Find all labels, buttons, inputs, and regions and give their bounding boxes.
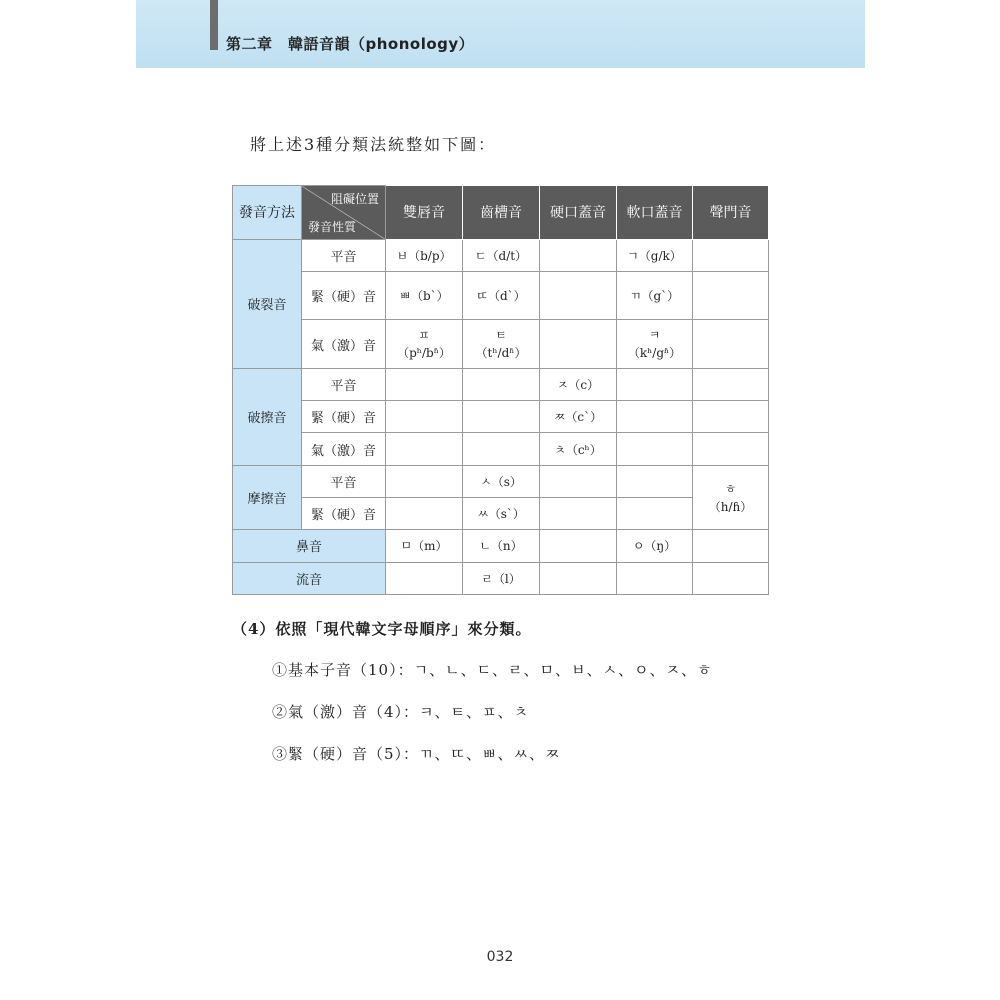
intro-text: 將上述3種分類法統整如下圖：: [250, 135, 497, 154]
cell-empty: [386, 562, 463, 594]
cell: ㅌ （tʰ/dʱ）: [463, 320, 540, 368]
cell: ㅆ（s`）: [463, 498, 540, 530]
cell-empty: [617, 401, 693, 433]
cell-empty: [693, 320, 769, 368]
sub-fortis: 緊（硬）音: [302, 401, 386, 433]
list-item: ①基本子音（10）：ㄱ、ㄴ、ㄷ、ㄹ、ㅁ、ㅂ、ㅅ、ㅇ、ㅈ、ㅎ: [272, 661, 713, 679]
header-manner: 發音方法: [233, 186, 302, 240]
cell: ㅈ（c）: [540, 368, 617, 400]
cell-empty: [463, 401, 540, 433]
group-fricative: 摩擦音: [233, 465, 302, 530]
sub-fortis: 緊（硬）音: [302, 498, 386, 530]
group-liquid: 流音: [233, 562, 386, 594]
chapter-title: 第二章 韓語音韻（phonology）: [226, 35, 475, 53]
sub-aspirated: 氣（激）音: [302, 433, 386, 465]
cell: ㅉ（c`）: [540, 401, 617, 433]
cell-empty: [540, 239, 617, 271]
cell: ㄴ（n）: [463, 530, 540, 562]
cell-empty: [693, 239, 769, 271]
cell: ㄸ（d`）: [463, 271, 540, 319]
cell-empty: [540, 465, 617, 497]
col-glottal: 聲門音: [693, 186, 769, 240]
cell: ㄲ（g`）: [617, 271, 693, 319]
cell-empty: [463, 368, 540, 400]
cell-empty: [540, 530, 617, 562]
header-quality: 發音性質: [308, 219, 357, 234]
col-velar: 軟口蓋音: [617, 186, 693, 240]
cell-empty: [386, 498, 463, 530]
cell: ㅅ（s）: [463, 465, 540, 497]
cell-empty: [540, 320, 617, 368]
cell-empty: [693, 433, 769, 465]
sub-lenis: 平音: [302, 368, 386, 400]
cell: ㄱ（g/k）: [617, 239, 693, 271]
cell-empty: [540, 271, 617, 319]
cell: ㅁ（m）: [386, 530, 463, 562]
page-number: 032: [486, 949, 514, 965]
cell: ㅎ （h/ɦ）: [693, 465, 769, 530]
cell: ㅊ（cʰ）: [540, 433, 617, 465]
cell: ㄹ（l）: [463, 562, 540, 594]
cell-empty: [617, 465, 693, 497]
header-diagonal: [302, 186, 386, 240]
sub-lenis: 平音: [302, 239, 386, 271]
cell-empty: [463, 433, 540, 465]
cell-empty: [617, 498, 693, 530]
cell-empty: [693, 562, 769, 594]
list-item: ②氣（激）音（4）：ㅋ、ㅌ、ㅍ、ㅊ: [272, 703, 530, 721]
cell: ㅇ（ŋ）: [617, 530, 693, 562]
cell-empty: [693, 271, 769, 319]
cell: ㅃ（b`）: [386, 271, 463, 319]
group-plosive: 破裂音: [233, 239, 302, 368]
cell: ㄷ（d/t）: [463, 239, 540, 271]
cell-empty: [693, 530, 769, 562]
cell-empty: [540, 498, 617, 530]
sub-aspirated: 氣（激）音: [302, 320, 386, 368]
group-nasal: 鼻音: [233, 530, 386, 562]
cell: ㅍ （pʰ/bʱ）: [386, 320, 463, 368]
consonant-classification-table: [232, 185, 769, 595]
cell-empty: [617, 433, 693, 465]
section-heading: （4）依照「現代韓文字母順序」來分類。: [232, 620, 532, 638]
cell-empty: [386, 368, 463, 400]
header-place: 阻礙位置: [330, 192, 379, 206]
cell-empty: [386, 433, 463, 465]
cell-empty: [617, 562, 693, 594]
cell-empty: [386, 465, 463, 497]
col-alveolar: 齒槽音: [463, 186, 540, 240]
cell-empty: [617, 368, 693, 400]
chapter-header-marker: [210, 0, 218, 50]
col-bilabial: 雙唇音: [386, 186, 463, 240]
col-palatal: 硬口蓋音: [540, 186, 617, 240]
list-item: ③緊（硬）音（5）：ㄲ、ㄸ、ㅃ、ㅆ、ㅉ: [272, 745, 561, 763]
cell-empty: [693, 401, 769, 433]
sub-fortis: 緊（硬）音: [302, 271, 386, 319]
cell-empty: [540, 562, 617, 594]
cell: ㅂ（b/p）: [386, 239, 463, 271]
cell-empty: [693, 368, 769, 400]
cell-empty: [386, 401, 463, 433]
cell: ㅋ （kʰ/gʱ）: [617, 320, 693, 368]
sub-lenis: 平音: [302, 465, 386, 497]
group-affricate: 破擦音: [233, 368, 302, 465]
